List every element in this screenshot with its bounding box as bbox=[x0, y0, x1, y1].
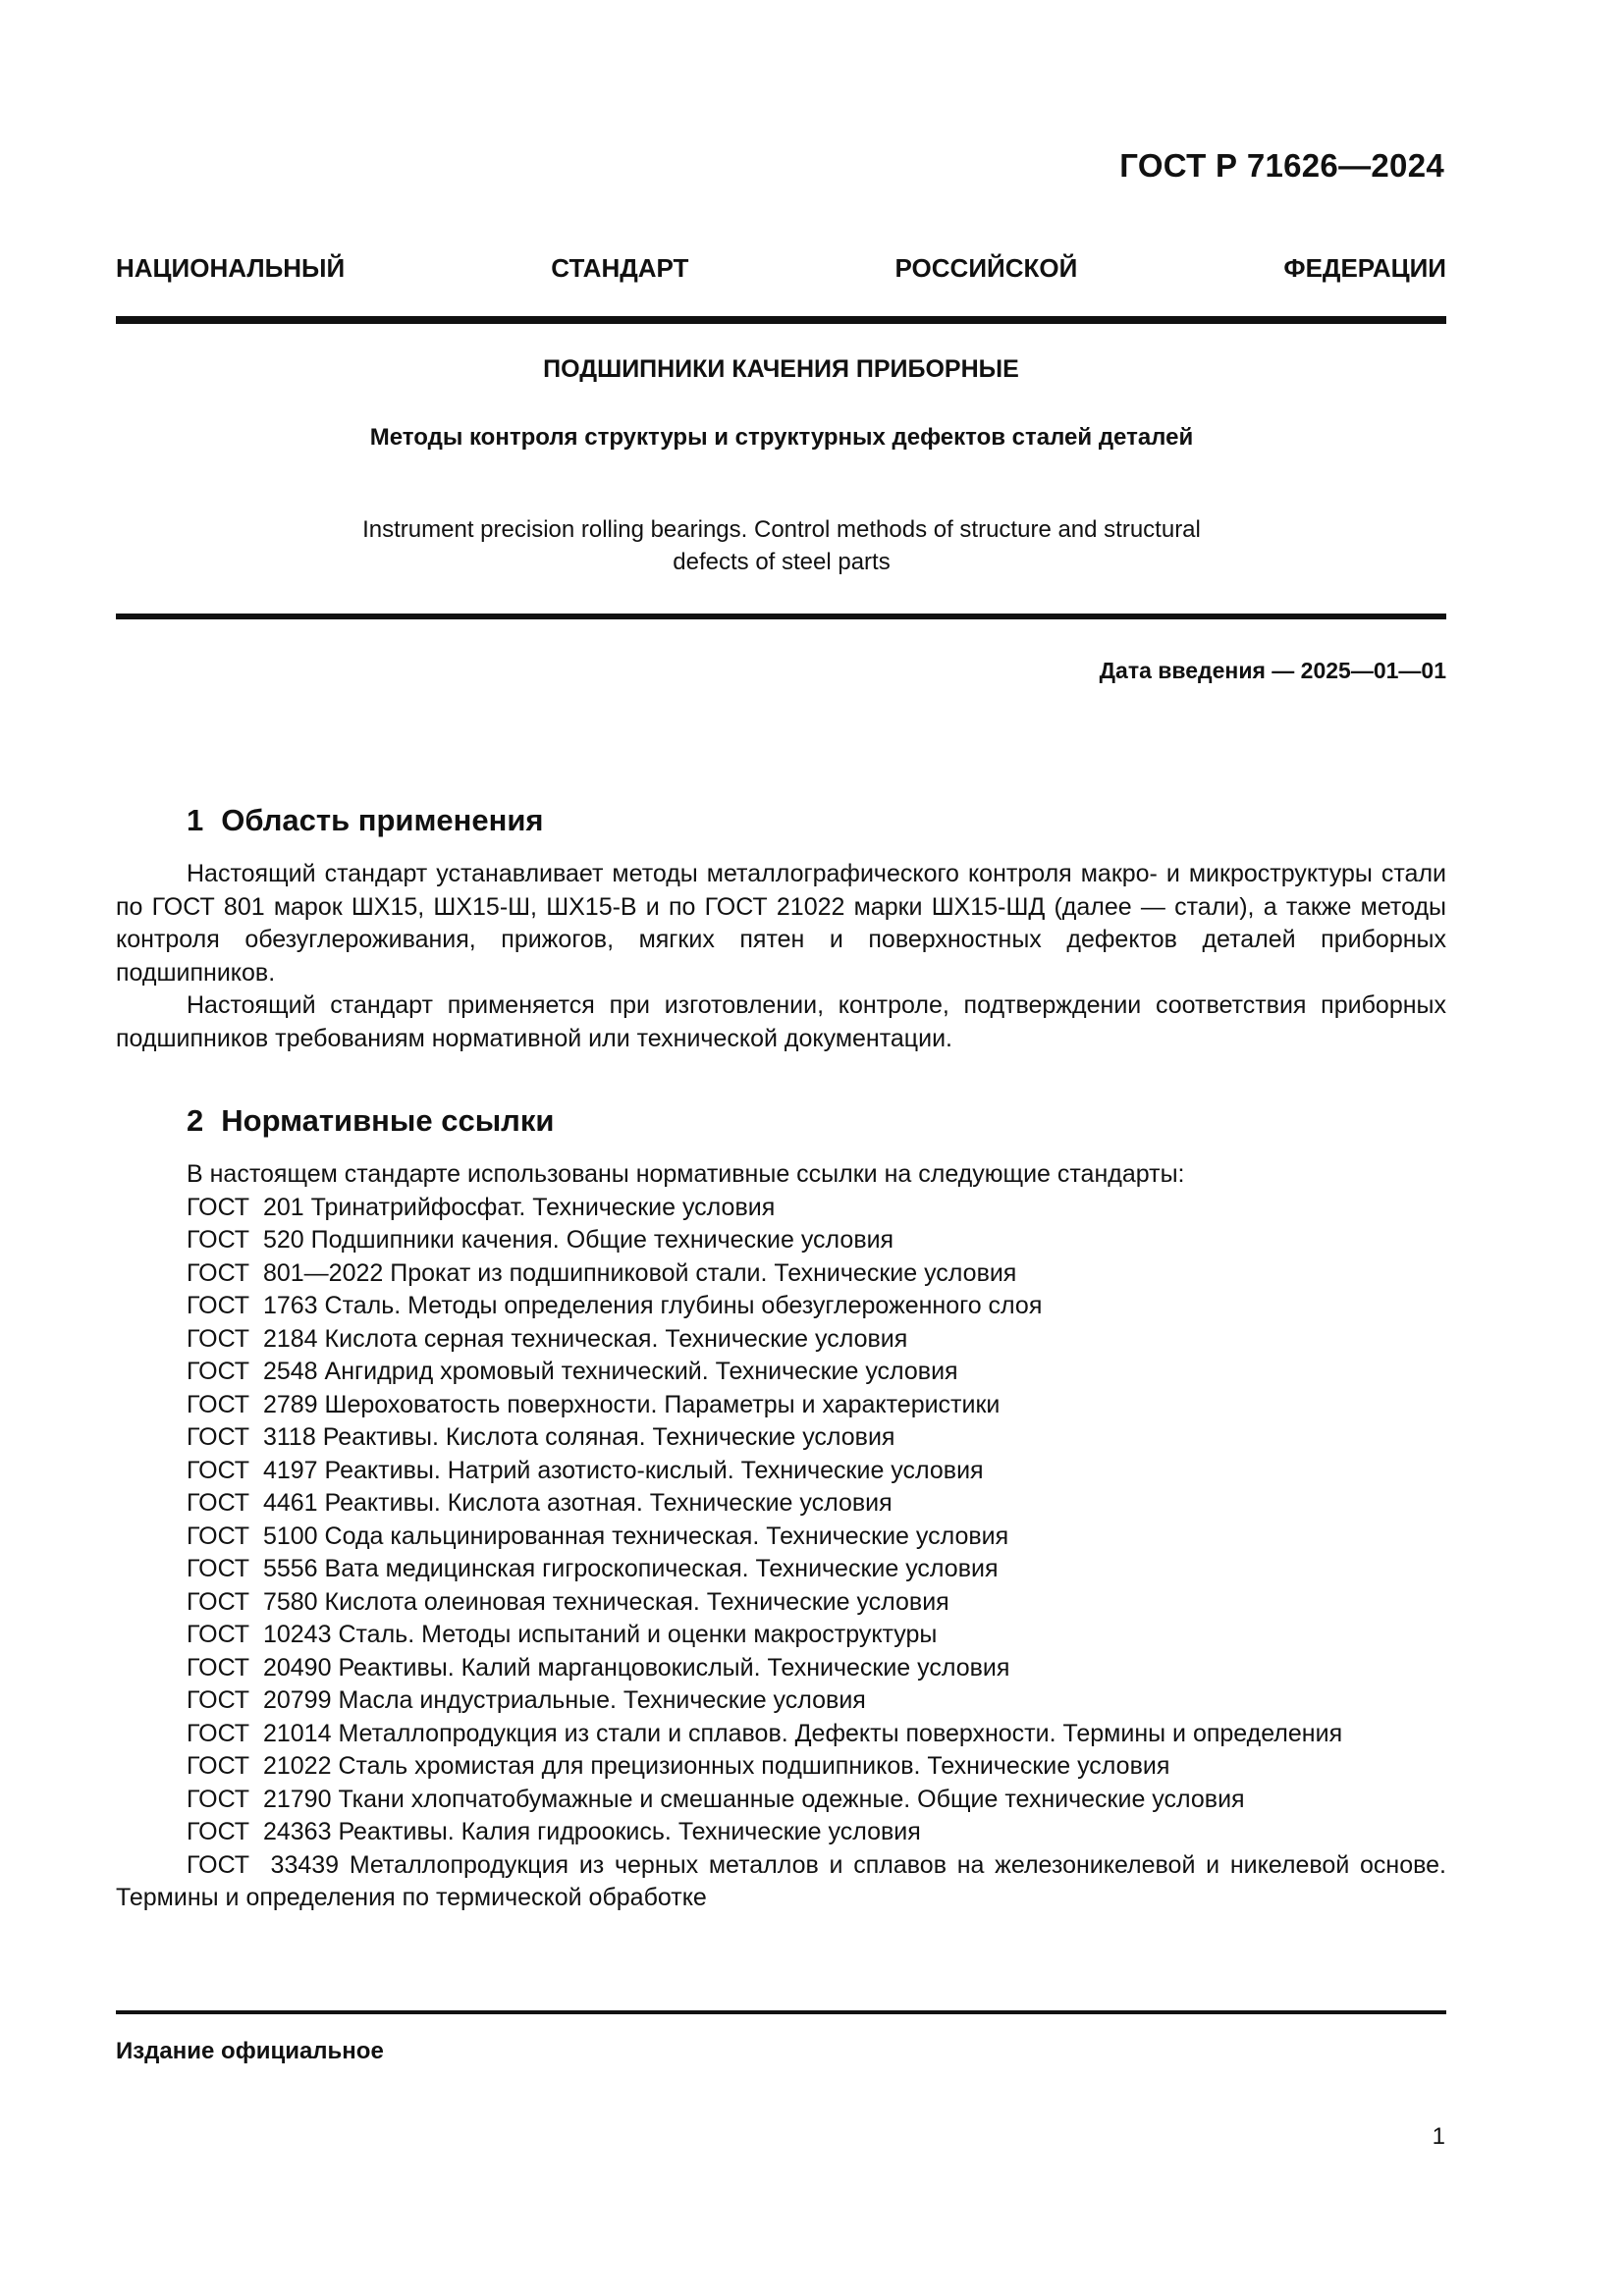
reference-code: ГОСТ 2548 bbox=[187, 1358, 318, 1385]
list-item bbox=[116, 1684, 1446, 1718]
list-item bbox=[116, 1816, 1446, 1849]
reference-title: Подшипники качения. Общие технические условия bbox=[310, 1226, 894, 1254]
reference-code: ГОСТ 201 bbox=[187, 1193, 304, 1221]
reference-title: Ткани хлопчатобумажные и смешанные одежные. Общие технические условия bbox=[338, 1785, 1245, 1813]
reference-title: Реактивы. Калия гидроокись. Технические условия bbox=[338, 1818, 921, 1845]
reference-code: ГОСТ 5556 bbox=[187, 1555, 318, 1582]
list-item bbox=[116, 1356, 1446, 1389]
reference-code: ГОСТ 3118 bbox=[187, 1423, 316, 1451]
section-title: Область применения bbox=[221, 803, 544, 837]
paragraph: Настоящий стандарт устанавливает методы металлографического контроля макро- и микроструктуры стали по ГОСТ 801 марок ШХ15, ШХ15-Ш, ШХ15-В и по ГОСТ 21022 марки ШХ15-ШД (далее — стали), а также методы контроля обезуглероживания, прижогов, мягких пятен и поверхностных дефектов деталей приборных подшипников. bbox=[116, 860, 1446, 987]
reference-code: ГОСТ 2184 bbox=[187, 1324, 318, 1353]
reference-code: ГОСТ 801—2022 bbox=[187, 1258, 384, 1287]
list-item bbox=[116, 1619, 1446, 1652]
reference-title: Сталь. Методы определения глубины обезуглероженного слоя bbox=[324, 1292, 1043, 1319]
reference-code: ГОСТ 4461 bbox=[187, 1489, 318, 1517]
top-divider bbox=[116, 316, 1446, 324]
reference-title: Шероховатость поверхности. Параметры и характеристики bbox=[324, 1390, 1001, 1418]
section-number: 1 bbox=[187, 803, 204, 837]
reference-code: ГОСТ 20799 bbox=[187, 1686, 332, 1714]
section-title: Нормативные ссылки bbox=[221, 1103, 555, 1138]
reference-list bbox=[116, 1192, 1446, 1915]
reference-title: Реактивы. Кислота соляная. Технические условия bbox=[322, 1423, 895, 1451]
reference-code: ГОСТ 2789 bbox=[187, 1390, 318, 1418]
reference-title: Прокат из подшипниковой стали. Технические условия bbox=[390, 1258, 1017, 1287]
list-item bbox=[116, 1553, 1446, 1586]
reference-title: Масла индустриальные. Технические условия bbox=[338, 1686, 866, 1714]
list-item bbox=[116, 1455, 1446, 1488]
list-item bbox=[116, 1849, 1446, 1915]
reference-code: ГОСТ 21014 bbox=[187, 1719, 332, 1747]
reference-code: ГОСТ 7580 bbox=[187, 1587, 318, 1616]
reference-code: ГОСТ 10243 bbox=[187, 1621, 332, 1648]
reference-code: ГОСТ 21790 bbox=[187, 1785, 332, 1813]
standard-subtitle: Методы контроля структуры и структурных дефектов сталей деталей bbox=[369, 424, 1194, 451]
reference-title: Вата медицинская гигроскопическая. Технические условия bbox=[324, 1555, 999, 1582]
reference-title: Ангидрид хромовый технический. Технические условия bbox=[324, 1358, 958, 1385]
reference-code: ГОСТ 21022 bbox=[187, 1752, 332, 1780]
section-normative-references bbox=[116, 1103, 1446, 1915]
introduction-date: Дата введения — 2025—01—01 bbox=[1099, 658, 1446, 683]
list-item bbox=[116, 1784, 1446, 1817]
national-standard-heading: НАЦИОНАЛЬНЫЙ СТАНДАРТ РОССИЙСКОЙ ФЕДЕРАЦИИ bbox=[116, 253, 1446, 283]
reference-title: Сталь хромистая для прецизионных подшипников. Технические условия bbox=[338, 1752, 1170, 1780]
list-item bbox=[116, 1521, 1446, 1554]
references-lead: В настоящем стандарте использованы нормативные ссылки на следующие стандарты: bbox=[187, 1160, 1185, 1188]
section-scope bbox=[116, 803, 1446, 1055]
official-edition-label: Издание официальное bbox=[116, 2038, 384, 2064]
reference-title: Тринатрийфосфат. Технические условия bbox=[310, 1193, 776, 1221]
reference-code: ГОСТ 5100 bbox=[187, 1522, 318, 1550]
reference-title: Кислота олеиновая техническая. Технические условия bbox=[324, 1587, 949, 1616]
reference-title: Сталь. Методы испытаний и оценки макроструктуры bbox=[338, 1621, 938, 1648]
list-item bbox=[116, 1192, 1446, 1225]
list-item bbox=[116, 1224, 1446, 1257]
list-item bbox=[116, 1718, 1446, 1751]
list-item bbox=[116, 1750, 1446, 1784]
list-item bbox=[116, 1652, 1446, 1685]
reference-title: Реактивы. Кислота азотная. Технические условия bbox=[324, 1489, 893, 1517]
section-number: 2 bbox=[187, 1103, 204, 1138]
list-item bbox=[116, 1421, 1446, 1455]
reference-code: ГОСТ 33439 bbox=[187, 1850, 340, 1879]
list-item bbox=[116, 1586, 1446, 1620]
reference-title: Сода кальцинированная техническая. Технические условия bbox=[324, 1522, 1009, 1550]
reference-code: ГОСТ 4197 bbox=[187, 1456, 318, 1484]
standard-title: ПОДШИПНИКИ КАЧЕНИЯ ПРИБОРНЫЕ bbox=[543, 355, 1019, 383]
reference-title: Реактивы. Калий марганцовокислый. Технические условия bbox=[338, 1653, 1010, 1682]
title-divider bbox=[116, 614, 1446, 619]
document-designation: ГОСТ Р 71626—2024 bbox=[1119, 147, 1444, 184]
list-item bbox=[116, 1290, 1446, 1323]
list-item bbox=[116, 1389, 1446, 1422]
page-number: 1 bbox=[1432, 2123, 1445, 2150]
reference-code: ГОСТ 520 bbox=[187, 1226, 304, 1254]
list-item bbox=[116, 1323, 1446, 1357]
section-heading bbox=[116, 1103, 1446, 1139]
footer-divider bbox=[116, 2010, 1446, 2014]
english-title: Instrument precision rolling bearings. Control methods of structure and structural defects of steel parts bbox=[362, 516, 1201, 575]
reference-code: ГОСТ 24363 bbox=[187, 1818, 332, 1845]
reference-title: Металлопродукция из черных металлов и сплавов на железоникелевой и никелевой основе. Термины и определения по термической обработке bbox=[116, 1850, 1446, 1911]
list-item bbox=[116, 1257, 1446, 1291]
reference-code: ГОСТ 20490 bbox=[187, 1653, 332, 1682]
reference-title: Реактивы. Натрий азотисто-кислый. Технические условия bbox=[324, 1456, 984, 1484]
reference-title: Металлопродукция из стали и сплавов. Дефекты поверхности. Термины и определения bbox=[338, 1719, 1343, 1747]
list-item bbox=[116, 1487, 1446, 1521]
paragraph: Настоящий стандарт применяется при изготовлении, контроле, подтверждении соответствия приборных подшипников требованиям нормативной или технической документации. bbox=[116, 991, 1446, 1052]
section-heading bbox=[116, 803, 1446, 838]
reference-title: Кислота серная техническая. Технические условия bbox=[324, 1324, 908, 1353]
reference-code: ГОСТ 1763 bbox=[187, 1292, 318, 1319]
